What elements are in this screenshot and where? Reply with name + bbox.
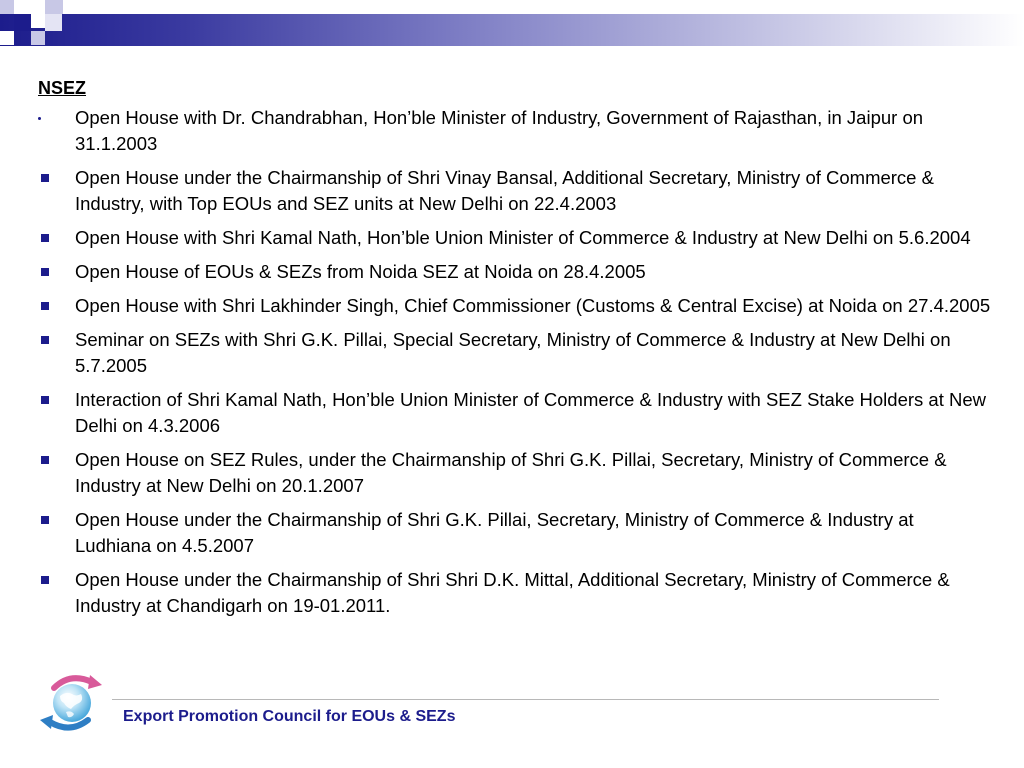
event-list <box>38 105 993 619</box>
list-item-text: Open House with Shri Lakhinder Singh, Chief Commissioner (Customs & Central Excise) at Noida on 27.4.2005 <box>75 295 991 316</box>
slide-content <box>38 76 993 627</box>
footer-divider <box>112 699 939 700</box>
list-item-text: Open House with Shri Kamal Nath, Hon’ble Union Minister of Commerce & Industry at New Delhi on 5.6.2004 <box>75 227 971 248</box>
bullet-square-icon <box>41 302 49 310</box>
list-item <box>38 567 993 619</box>
list-item <box>38 327 993 379</box>
list-item <box>38 105 993 157</box>
header-decor-square <box>31 14 45 28</box>
header-decor-square <box>31 31 45 45</box>
bullet-square-icon <box>41 336 49 344</box>
list-item <box>38 507 993 559</box>
list-item-text: Interaction of Shri Kamal Nath, Hon’ble Union Minister of Commerce & Industry with SEZ Stake Holders at New Delhi on 4.3.2006 <box>75 389 986 436</box>
list-item <box>38 387 993 439</box>
list-item <box>38 293 993 319</box>
header-gradient-band <box>0 14 1024 46</box>
footer-org-name: Export Promotion Council for EOUs & SEZs <box>123 708 456 725</box>
list-item-text: Open House under the Chairmanship of Shri G.K. Pillai, Secretary, Ministry of Commerce & Industry at Ludhiana on 4.5.2007 <box>75 509 914 556</box>
bullet-square-icon <box>41 268 49 276</box>
globe-arrows-logo-icon <box>36 672 106 734</box>
header-decor-square <box>45 0 63 14</box>
list-item <box>38 225 993 251</box>
bullet-square-icon <box>41 174 49 182</box>
header-decor-square <box>14 14 31 31</box>
bullet-square-icon <box>41 456 49 464</box>
bullet-square-icon <box>41 234 49 242</box>
list-item <box>38 447 993 499</box>
list-item-text: Open House on SEZ Rules, under the Chairmanship of Shri G.K. Pillai, Secretary, Ministry of Commerce & Industry at New Delhi on 20.1.2007 <box>75 449 947 496</box>
header-decor-square <box>0 0 14 14</box>
header-decor-square <box>0 31 14 45</box>
list-item <box>38 165 993 217</box>
list-item-text: Seminar on SEZs with Shri G.K. Pillai, Special Secretary, Ministry of Commerce & Industry at New Delhi on 5.7.2005 <box>75 329 951 376</box>
list-item-text: Open House under the Chairmanship of Shri Shri D.K. Mittal, Additional Secretary, Ministry of Commerce & Industry at Chandigarh on 19-01.2011. <box>75 569 950 616</box>
bullet-square-icon <box>41 396 49 404</box>
list-item-text: Open House under the Chairmanship of Shri Vinay Bansal, Additional Secretary, Ministry of Commerce & Industry, with Top EOUs and SEZ units at New Delhi on 22.4.2003 <box>75 167 934 214</box>
header-decor-square <box>45 14 62 31</box>
bullet-square-icon <box>41 576 49 584</box>
bullet-square-icon <box>41 516 49 524</box>
list-item <box>38 259 993 285</box>
list-item-text: Open House of EOUs & SEZs from Noida SEZ at Noida on 28.4.2005 <box>75 261 646 282</box>
list-item-text: Open House with Dr. Chandrabhan, Hon’ble Minister of Industry, Government of Rajasthan, in Jaipur on 31.1.2003 <box>75 107 924 154</box>
bullet-dot-icon <box>38 117 41 120</box>
slide-heading: NSEZ <box>38 78 87 98</box>
